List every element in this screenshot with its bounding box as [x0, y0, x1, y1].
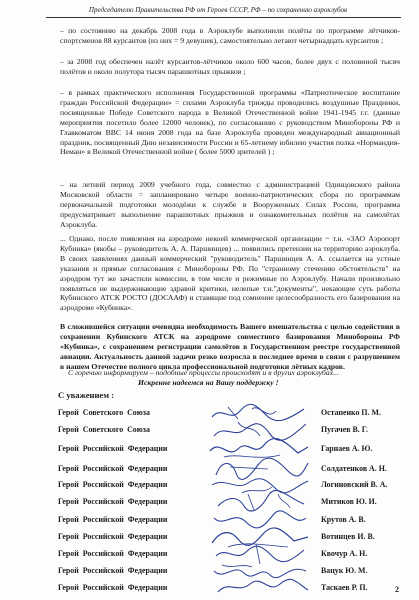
signatory-rank: Герой Российской Федерации	[58, 549, 168, 558]
signature-row	[58, 441, 403, 457]
gratitude-block	[58, 368, 400, 387]
header-rule	[46, 17, 401, 18]
signatory-rank: Герой Российской Федерации	[58, 566, 168, 575]
gratitude-line-1: С горечью информируем – подобные процессы происходят и в других аэроклубах...	[68, 368, 339, 377]
signatory-rank: Герой Российской Федерации	[58, 480, 168, 489]
signatory-rank: Герой Российской Федерации	[58, 444, 168, 453]
signatory-rank: Герой Российской Федерации	[58, 532, 168, 541]
signatory-rank: Герой Российской Федерации	[58, 497, 168, 506]
paragraph-commercial-claims: ... Однако, после появления на аэродроме некоей коммерческой организации ~ т.н. «ЗАО Аэропорт Кубинка» (якобы – руководитель А. А. Паршинцев) ... появились претензии на территорию аэроклуба. В своих заявлениях данный коммерческий "руководитель" Паршинцев А. А. ссылается на устные указания и прямые согласования с Минобороны РФ. По "странному стечению обстоятельств" на аэродром тут же зачастили комиссии, в том числе и режимные по Аэроклубу. Начали произвольно появляться не выдерживающие здравой критики, нелепые т.н."документы", некающие суть работы Кубинского АТСК РОСТО (ДОСААФ) и ставящие под сомнение целесообразность его базирования на аэродроме «Кубинка».	[60, 234, 400, 313]
page-number: 2	[395, 585, 399, 594]
closing-regards: С уважением :	[58, 390, 115, 400]
paragraph-request: В сложившейся ситуации очевидна необходимость Вашего вмешательства с целью содействия в сохранении Кубинского АТСК на аэродроме совместного базирования Минобороны РФ «Кубинка», с сохранением регистрации самолётов в Государственном реестре государственной авиации. Актуальность данной задачи резко возросла в последнее время в связи с разрушением в нашем Отечестве полного цикла профессиональной подготовки лётных кадров.	[60, 322, 400, 371]
signatory-rank: Герой Российской Федерации	[58, 464, 168, 473]
signature-row	[58, 422, 403, 438]
signatory-name: Гарнаев А. Ю.	[321, 444, 373, 453]
gratitude-line-2: Искренне надеемся на Вашу поддержку !	[138, 377, 279, 387]
page-header-text: Председателю Правительства РФ от Героев СССР, РФ – по сохранению аэроклубов	[88, 6, 348, 14]
paragraph-flight-hours: – за 2008 год обеспечен налёт курсантов-лётчиков около 600 часов, более двух с половиной тысяч полётов и около полутора тысяч парашютных прыжков ;	[60, 57, 400, 76]
signatory-name: Логиновский В. А.	[321, 480, 388, 489]
signatory-name: Митиков Ю. И.	[321, 497, 377, 506]
signatory-name: Таскаев Р. П.	[321, 583, 368, 592]
handwritten-signature	[208, 576, 313, 600]
signatory-name: Вацук Ю. М.	[321, 566, 368, 575]
paragraph-patriotic-program: – в рамках практического исполнения Государственной программы «Патриотическое воспитание граждан Российской Федерации» = силами Аэроклуба трижды проводились воздушные Праздники, посвященные Победе Советского народа в Великой Отечественной войне 1941-1945 г.г. (данные мероприятия посетило более 12000 человек), по согласованию с руководством Минобороны РФ и Главкоматом ВВС 14 июня 2008 года на базе Аэроклуба проведен международный авиационный праздник, посвященный Дню независимости России и 65-летнему юбилею участия полка «Нормандия-Неман» в Великой Отечественной войне ( более 5000 зрителей ) ;	[60, 88, 400, 157]
signatory-rank: Герой Советского Союза	[58, 425, 150, 434]
signatory-name: Пугачев В. Г.	[321, 425, 368, 434]
signatory-name: Солдатенков А. Н.	[321, 464, 387, 473]
signatory-name: Остапенко П. М.	[321, 408, 381, 417]
signature-row	[58, 580, 403, 596]
paragraph-summer-camps: – на летний период 2009 учебного года, совместно с администрацией Одинцовского района Московской области = запланировано четыре военно-патриотических сбора по программам первоначальной подготовки молодёжи к службе в Вооруженных Силах России, программа предусматривает выполнение парашютных прыжков и ознакомительных полётов на самолётах Аэроклуба.	[60, 180, 400, 229]
signatory-name: Крутов А. В.	[321, 515, 366, 524]
signatory-name: Квочур А. Н.	[321, 549, 368, 558]
signatory-rank: Герой Российской Федерации	[58, 515, 168, 524]
signatory-name: Вотинцев И. В.	[321, 532, 375, 541]
signatory-rank: Герой Российской Федерации	[58, 583, 168, 592]
paragraph-cadets: – по состоянию на декабрь 2008 года в Аэроклубе выполнили полёты по программе лётчиков-спортсменов 88 курсантов (из них = 9 девушек), самостоятельно летают четырнадцать курсантов ;	[60, 26, 400, 45]
signatory-rank: Герой Советского Союза	[58, 408, 150, 417]
